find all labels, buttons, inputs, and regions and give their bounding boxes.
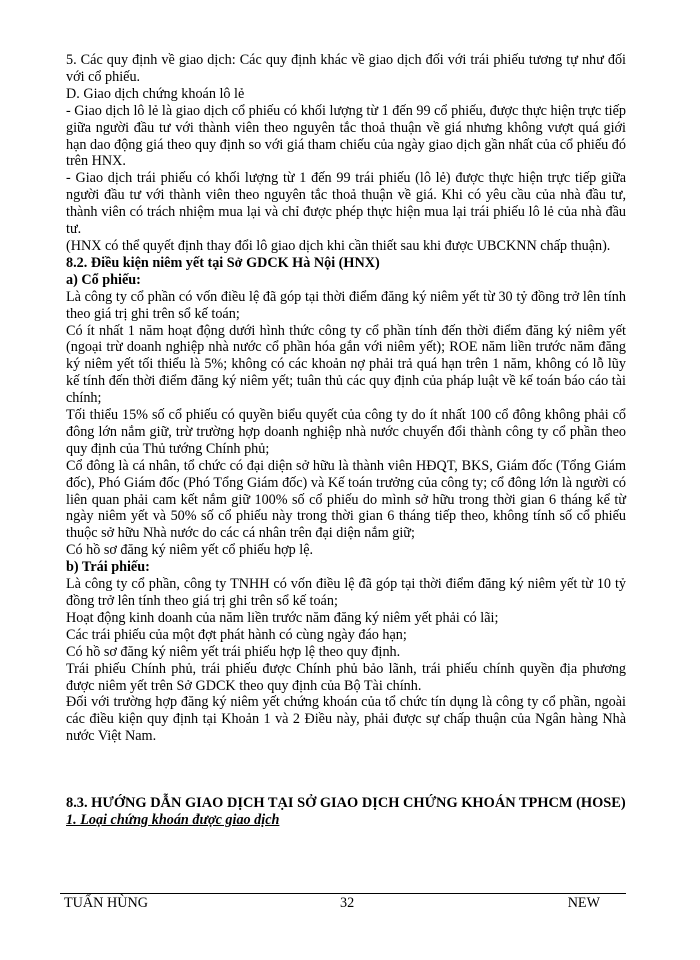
paragraph: - Giao dịch trái phiếu có khối lượng từ 1 đến 99 trái phiếu (lô lẻ) được thực hiện trực tiếp giữa người đầu tư với thành viên theo nguyên tắc thoả thuận về giá. Khi có yêu cầu của nhà đầu tư, thành viên có trách nhiệm mua lại và chỉ được phép thực hiện mua lại trái phiếu lô lẻ của nhà đầu tư.	[66, 170, 626, 238]
section-heading: 8.2. Điều kiện niêm yết tại Sở GDCK Hà Nội (HNX)	[66, 254, 380, 271]
paragraph: D. Giao dịch chứng khoán lô lẻ	[66, 85, 245, 102]
footer-tag: NEW	[567, 895, 600, 911]
document-body	[66, 52, 626, 829]
paragraph: 5. Các quy định về giao dịch: Các quy định khác về giao dịch đối với trái phiếu tương tự như đối với cổ phiếu.	[66, 52, 626, 85]
paragraph: Các trái phiếu của một đợt phát hành có cùng ngày đáo hạn;	[66, 626, 407, 643]
paragraph: Có ít nhất 1 năm hoạt động dưới hình thức công ty cổ phần tính đến thời điểm đăng ký niêm yết (ngoại trừ doanh nghiệp nhà nước cổ phần hóa gắn với niêm yết); ROE năm liền trước năm đăng ký niêm yết tối thiểu là 5%; không có các khoản nợ phải trả quá hạn trên 1 năm, không có lỗ lũy kế tính đến thời điểm đăng ký niêm yết; tuân thủ các quy định của pháp luật về kế toán báo cáo tài chính;	[66, 322, 626, 407]
footer-divider	[60, 893, 626, 894]
footer-author: TUẤN HÙNG	[64, 895, 148, 911]
paragraph: Trái phiếu Chính phủ, trái phiếu được Chính phủ bảo lãnh, trái phiếu chính quyền địa phương được niêm yết trên Sở GDCK theo quy định của Bộ Tài chính.	[66, 660, 626, 694]
footer-page-number: 32	[340, 895, 355, 911]
section-heading: b) Trái phiếu:	[66, 559, 150, 576]
paragraph-list	[66, 52, 626, 745]
paragraph: Là công ty cổ phần có vốn điều lệ đã góp tại thời điểm đăng ký niêm yết từ 30 tỷ đồng trở lên tính theo giá trị ghi trên sổ kế toán;	[66, 288, 626, 322]
spacer	[66, 745, 626, 795]
paragraph: Cổ đông là cá nhân, tổ chức có đại diện sở hữu là thành viên HĐQT, BKS, Giám đốc (Tổng Giám đốc), Phó Giám đốc (Phó Tổng Giám đốc) và Kế toán trưởng của công ty; cổ đông lớn là người có liên quan phải cam kết nắm giữ 100% số cổ phiếu do mình sở hữu trong thời gian 6 tháng kể từ ngày niêm yết và 50% số cổ phiếu này trong thời gian 6 tháng tiếp theo, không tính số cổ phiếu thuộc sở hữu Nhà nước do các cá nhân trên đại diện nắm giữ;	[66, 457, 626, 542]
paragraph: (HNX có thể quyết định thay đổi lô giao dịch khi cần thiết sau khi được UBCKNN chấp thuận).	[66, 237, 611, 254]
subsection-title: 1. Loại chứng khoán được giao dịch	[66, 812, 280, 829]
section-title-8-3: 8.3. HƯỚNG DẪN GIAO DỊCH TẠI SỞ GIAO DỊCH CHỨNG KHOÁN TPHCM (HOSE)	[66, 795, 626, 812]
paragraph: Tối thiểu 15% số cổ phiếu có quyền biểu quyết của công ty do ít nhất 100 cổ đông không phải cổ đông lớn nắm giữ, trừ trường hợp doanh nghiệp nhà nước chuyển đổi thành công ty cổ phần theo quy định của Thủ tướng Chính phủ;	[66, 407, 626, 457]
paragraph: Có hồ sơ đăng ký niêm yết trái phiếu hợp lệ theo quy định.	[66, 643, 401, 660]
paragraph: - Giao dịch lô lẻ là giao dịch cổ phiếu có khối lượng từ 1 đến 99 cổ phiếu, được thực hiện trực tiếp giữa người đầu tư với thành viên theo nguyên tắc thoả thuận về giá nhưng không vượt quá giới hạn dao động giá theo quy định so với giá tham chiếu của ngày giao dịch gần nhất của cổ phiếu đó trên HNX.	[66, 102, 626, 170]
paragraph: Đối với trường hợp đăng ký niêm yết chứng khoán của tổ chức tín dụng là công ty cổ phần, ngoài các điều kiện quy định tại Khoản 1 và 2 Điều này, phải được sự chấp thuận của Ngân hàng Nhà nước Việt Nam.	[66, 694, 626, 745]
section-heading: a) Cổ phiếu:	[66, 271, 141, 288]
paragraph: Có hồ sơ đăng ký niêm yết cổ phiếu hợp lệ.	[66, 542, 314, 559]
paragraph: Hoạt động kinh doanh của năm liền trước năm đăng ký niêm yết phải có lãi;	[66, 609, 499, 626]
paragraph: Là công ty cổ phần, công ty TNHH có vốn điều lệ đã góp tại thời điểm đăng ký niêm yết từ 10 tỷ đồng trở lên tính theo giá trị ghi trên sổ kế toán;	[66, 576, 626, 609]
